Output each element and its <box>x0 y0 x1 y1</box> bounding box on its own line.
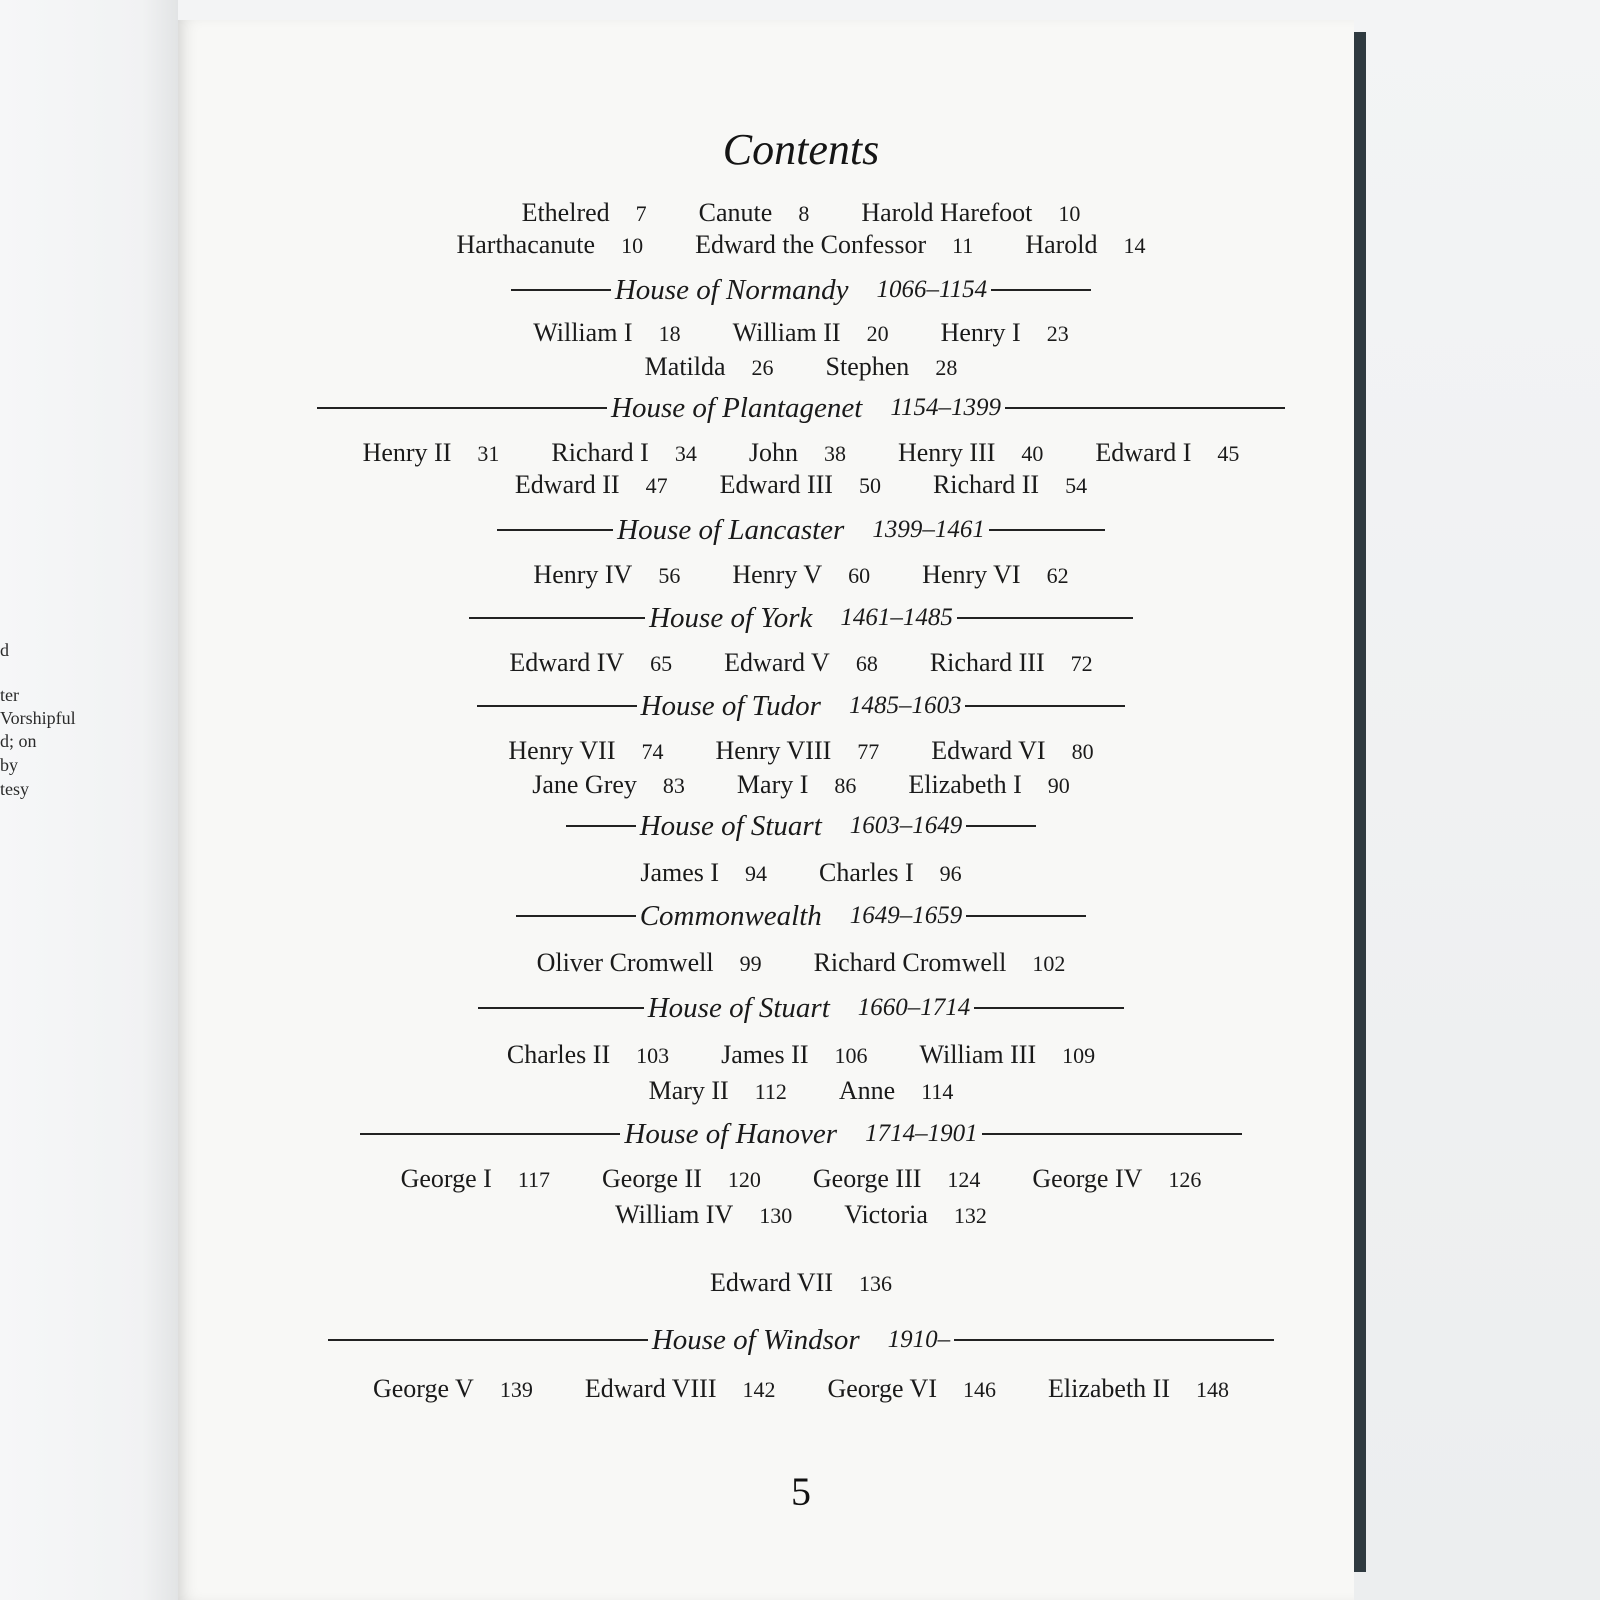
monarch-name: Charles I <box>819 858 914 887</box>
page-ref: 124 <box>947 1167 981 1192</box>
page-ref: 45 <box>1217 441 1240 466</box>
left-page-fragment: ter <box>0 685 19 705</box>
contents-entry <box>533 318 680 348</box>
contents-row <box>178 948 1354 978</box>
monarch-name: Henry VI <box>922 560 1021 589</box>
contents-entry <box>813 1164 981 1194</box>
page-ref: 99 <box>739 951 762 976</box>
heading-rule-left <box>328 1339 648 1341</box>
house-dates: 1154–1399 <box>890 394 1001 421</box>
monarch-name: William II <box>732 318 841 347</box>
contents-entry <box>827 1374 996 1404</box>
monarch-name: Matilda <box>644 352 726 381</box>
page-ref: 7 <box>635 201 647 226</box>
monarch-name: Edward the Confessor <box>695 230 927 259</box>
house-name: Commonwealth <box>639 899 822 932</box>
contents-page <box>178 20 1354 1600</box>
heading-rule-left <box>477 705 637 707</box>
page-ref: 126 <box>1168 1167 1202 1192</box>
contents-entry <box>749 438 846 468</box>
contents-row <box>178 1040 1354 1070</box>
page-ref: 83 <box>662 773 685 798</box>
page-ref: 23 <box>1046 321 1069 346</box>
monarch-name: George I <box>400 1164 492 1193</box>
page-ref: 20 <box>866 321 889 346</box>
left-page-fragment: d <box>0 640 9 660</box>
monarch-name: George IV <box>1032 1164 1143 1193</box>
page-ref: 117 <box>517 1167 550 1192</box>
page-ref: 47 <box>645 473 668 498</box>
monarch-name: William III <box>919 1040 1037 1069</box>
page-ref: 11 <box>952 233 974 258</box>
contents-entry <box>615 1200 792 1230</box>
contents-entry <box>814 948 1066 978</box>
page-ref: 60 <box>848 563 871 588</box>
monarch-name: Victoria <box>844 1200 928 1229</box>
monarch-name: Edward VIII <box>584 1374 717 1403</box>
page-ref: 14 <box>1123 233 1146 258</box>
monarch-name: Henry III <box>897 438 996 467</box>
house-dates: 1910– <box>887 1326 951 1353</box>
page-ref: 8 <box>798 201 810 226</box>
house-name: House of Lancaster <box>617 513 845 546</box>
contents-entry <box>533 560 680 590</box>
monarch-name: Charles II <box>506 1040 611 1069</box>
contents-row <box>178 1374 1354 1404</box>
contents-entry <box>456 230 643 260</box>
page-ref: 18 <box>658 321 681 346</box>
contents-entry <box>898 438 1043 468</box>
monarch-name: Edward IV <box>509 648 625 677</box>
left-page-fragment: d; on <box>0 731 37 751</box>
monarch-name: Elizabeth II <box>1048 1374 1170 1403</box>
monarch-name: Harthacanute <box>456 230 596 259</box>
house-dates: 1660–1714 <box>857 994 971 1021</box>
page-ref: 102 <box>1032 951 1066 976</box>
monarch-name: Elizabeth I <box>908 770 1022 799</box>
house-heading <box>178 806 1354 846</box>
contents-entry <box>1095 438 1239 468</box>
monarch-name: Mary II <box>648 1076 729 1105</box>
contents-entry <box>645 352 774 382</box>
monarch-name: George II <box>602 1164 702 1193</box>
page-ref: 26 <box>751 355 774 380</box>
contents-row <box>178 770 1354 800</box>
house-heading <box>178 270 1354 310</box>
house-dates: 1603–1649 <box>849 812 963 839</box>
house-dates: 1461–1485 <box>840 604 953 631</box>
contents-entry <box>508 736 663 766</box>
heading-rule-right <box>1005 407 1285 409</box>
monarch-name: Edward VI <box>931 736 1046 765</box>
contents-entry <box>720 470 881 500</box>
contents-row <box>178 1268 1354 1298</box>
contents-entry <box>933 470 1087 500</box>
house-name: House of York <box>649 601 813 634</box>
heading-rule-right <box>957 617 1133 619</box>
contents-entry <box>724 648 878 678</box>
page-ref: 54 <box>1065 473 1088 498</box>
contents-entry <box>602 1164 761 1194</box>
page-ref: 109 <box>1062 1043 1096 1068</box>
contents-entry <box>1032 1164 1201 1194</box>
page-ref: 148 <box>1196 1377 1229 1402</box>
monarch-name: Ethelred <box>521 198 610 227</box>
heading-rule-right <box>974 1007 1124 1009</box>
contents-entry <box>839 1076 954 1106</box>
contents-entry <box>844 1200 987 1230</box>
page-ref: 112 <box>754 1079 787 1104</box>
monarch-name: John <box>748 438 798 467</box>
page-ref: 72 <box>1070 651 1093 676</box>
contents-entry <box>649 1076 787 1106</box>
contents-entry <box>710 1268 892 1298</box>
contents-row <box>178 470 1354 500</box>
house-heading <box>178 388 1354 428</box>
heading-rule-left <box>516 915 636 917</box>
house-dates: 1066–1154 <box>876 276 988 303</box>
contents-entry <box>699 198 810 228</box>
monarch-name: Richard III <box>929 648 1045 677</box>
heading-rule-right <box>954 1339 1274 1341</box>
contents-entry <box>908 770 1069 800</box>
house-dates: 1485–1603 <box>848 692 962 719</box>
contents-row <box>178 858 1354 888</box>
page-ref: 10 <box>1058 201 1081 226</box>
left-page-fragment: by <box>0 755 18 775</box>
house-heading <box>178 988 1354 1028</box>
heading-rule-left <box>566 825 636 827</box>
monarch-name: Richard Cromwell <box>813 948 1007 977</box>
page-ref: 38 <box>823 441 846 466</box>
heading-rule-right <box>966 915 1086 917</box>
heading-rule-left <box>317 407 607 409</box>
heading-rule-left <box>360 1133 620 1135</box>
contents-entry <box>695 230 973 260</box>
heading-rule-right <box>966 825 1036 827</box>
contents-entry <box>716 736 880 766</box>
monarch-name: Jane Grey <box>532 770 637 799</box>
page-ref: 136 <box>858 1271 892 1296</box>
page-title: Contents <box>722 125 880 174</box>
house-name: House of Tudor <box>640 689 821 722</box>
monarch-name: Edward III <box>719 470 833 499</box>
book-cover-edge <box>1352 32 1366 1572</box>
contents-row <box>178 648 1354 678</box>
page-ref: 28 <box>935 355 958 380</box>
contents-entry <box>585 1374 776 1404</box>
contents-entry <box>537 948 762 978</box>
monarch-name: Harold Harefoot <box>861 198 1033 227</box>
monarch-name: William IV <box>615 1200 734 1229</box>
left-page-fragment: tesy <box>0 779 29 799</box>
page-ref: 31 <box>477 441 500 466</box>
page-number: 5 <box>791 1469 811 1514</box>
page-ref: 74 <box>641 739 664 764</box>
page-ref: 40 <box>1021 441 1044 466</box>
contents-entry <box>363 438 500 468</box>
house-heading <box>178 1114 1354 1154</box>
monarch-name: Anne <box>838 1076 896 1105</box>
monarch-name: Harold <box>1025 230 1098 259</box>
monarch-name: Mary I <box>736 770 809 799</box>
contents-entry <box>1025 230 1145 260</box>
monarch-name: Stephen <box>825 352 910 381</box>
house-heading <box>178 1320 1354 1360</box>
page-ref: 86 <box>834 773 857 798</box>
heading-rule-right <box>991 289 1091 291</box>
contents-row <box>178 230 1354 260</box>
page-ref: 62 <box>1046 563 1069 588</box>
contents-entry <box>640 858 767 888</box>
house-dates: 1399–1461 <box>872 516 985 543</box>
contents-entry <box>737 770 856 800</box>
page-ref: 77 <box>857 739 880 764</box>
page-ref: 50 <box>858 473 881 498</box>
monarch-name: Henry VII <box>508 736 616 765</box>
contents-entry <box>532 770 685 800</box>
monarch-name: Henry VIII <box>715 736 832 765</box>
contents-entry <box>941 318 1069 348</box>
page-ref: 106 <box>834 1043 868 1068</box>
contents-entry <box>931 736 1093 766</box>
contents-row <box>178 1200 1354 1230</box>
house-dates: 1714–1901 <box>865 1120 978 1147</box>
contents-row <box>178 1164 1354 1194</box>
house-name: House of Stuart <box>647 991 830 1024</box>
heading-rule-left <box>478 1007 644 1009</box>
page-ref: 65 <box>650 651 673 676</box>
contents-entry <box>507 1040 669 1070</box>
contents-row <box>178 198 1354 228</box>
page-ref: 142 <box>742 1377 776 1402</box>
monarch-name: James II <box>721 1040 809 1069</box>
house-name: House of Windsor <box>651 1323 860 1356</box>
contents-entry <box>522 198 647 228</box>
page-ref: 90 <box>1047 773 1070 798</box>
contents-entry <box>733 318 889 348</box>
monarch-name: Edward II <box>514 470 620 499</box>
heading-rule-left <box>497 529 613 531</box>
page-ref: 68 <box>855 651 878 676</box>
contents-entry <box>922 560 1068 590</box>
page-ref: 120 <box>727 1167 761 1192</box>
monarch-name: Oliver Cromwell <box>536 948 714 977</box>
contents-entry <box>819 858 962 888</box>
contents-entry <box>826 352 958 382</box>
contents-entry <box>861 198 1080 228</box>
contents-entry <box>509 648 672 678</box>
monarch-name: Edward I <box>1095 438 1192 467</box>
contents-entry <box>732 560 870 590</box>
heading-rule-right <box>965 705 1125 707</box>
page-ref: 56 <box>658 563 681 588</box>
monarch-name: Henry IV <box>533 560 633 589</box>
contents-row <box>178 352 1354 382</box>
contents-entry <box>401 1164 550 1194</box>
contents-row <box>178 560 1354 590</box>
page-ref: 139 <box>499 1377 533 1402</box>
monarch-name: James I <box>640 858 720 887</box>
heading-rule-left <box>511 289 611 291</box>
contents-entry <box>515 470 668 500</box>
monarch-name: Henry II <box>362 438 452 467</box>
left-page <box>0 0 178 1600</box>
contents-entry <box>1048 1374 1229 1404</box>
heading-rule-right <box>989 529 1105 531</box>
page-ref: 146 <box>963 1377 996 1402</box>
contents-entry <box>373 1374 533 1404</box>
monarch-name: Richard II <box>932 470 1040 499</box>
house-name: House of Hanover <box>624 1117 838 1150</box>
house-name: House of Plantagenet <box>611 391 863 424</box>
page-ref: 80 <box>1071 739 1094 764</box>
contents-entry <box>551 438 696 468</box>
page-ref: 132 <box>953 1203 987 1228</box>
monarch-name: George VI <box>827 1374 937 1403</box>
page-ref: 130 <box>759 1203 793 1228</box>
monarch-name: Edward V <box>724 648 830 677</box>
contents-row <box>178 318 1354 348</box>
house-heading <box>178 686 1354 726</box>
house-heading <box>178 510 1354 550</box>
contents-row <box>178 438 1354 468</box>
monarch-name: George V <box>372 1374 474 1403</box>
page-ref: 10 <box>621 233 644 258</box>
page-ref: 34 <box>674 441 697 466</box>
page-ref: 114 <box>921 1079 954 1104</box>
monarch-name: Henry I <box>940 318 1021 347</box>
house-name: House of Stuart <box>639 809 822 842</box>
house-heading <box>178 896 1354 936</box>
page-ref: 96 <box>939 861 962 886</box>
left-page-fragment: Vorshipful <box>0 708 76 728</box>
monarch-name: William I <box>533 318 633 347</box>
contents-row <box>178 1076 1354 1106</box>
contents-entry <box>930 648 1093 678</box>
monarch-name: Henry V <box>732 560 823 589</box>
contents-entry <box>919 1040 1095 1070</box>
contents-entry <box>721 1040 867 1070</box>
house-dates: 1649–1659 <box>849 902 963 929</box>
monarch-name: George III <box>812 1164 922 1193</box>
heading-rule-left <box>469 617 645 619</box>
monarch-name: Canute <box>698 198 773 227</box>
house-name: House of Normandy <box>614 273 849 306</box>
house-heading <box>178 598 1354 638</box>
monarch-name: Richard I <box>551 438 649 467</box>
contents-row <box>178 736 1354 766</box>
heading-rule-right <box>982 1133 1242 1135</box>
page-ref: 94 <box>745 861 768 886</box>
page-ref: 103 <box>636 1043 670 1068</box>
monarch-name: Edward VII <box>710 1268 833 1297</box>
